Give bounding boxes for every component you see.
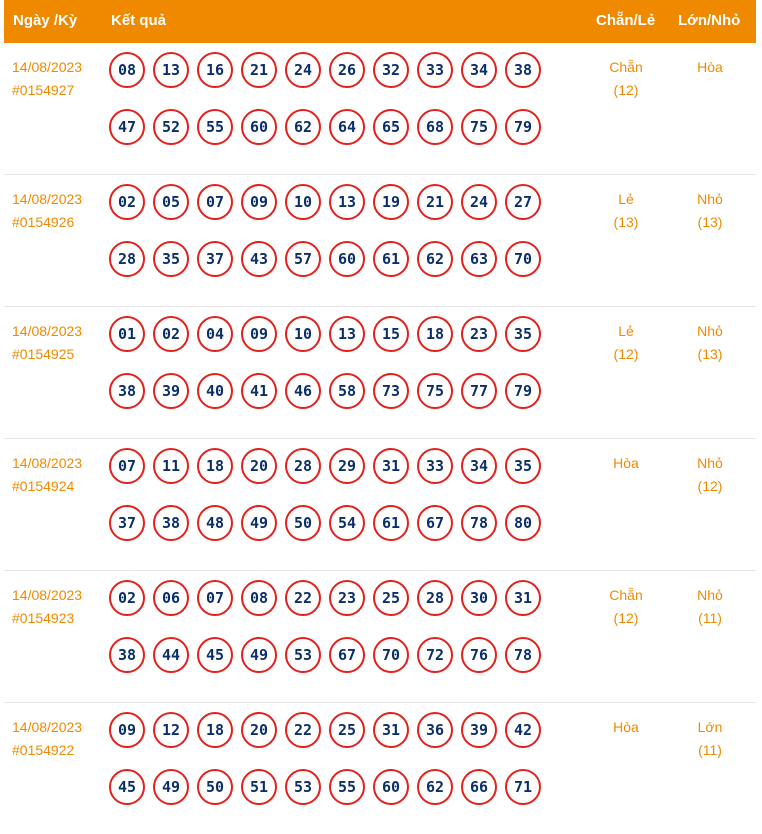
draw-id: #0154924 bbox=[12, 478, 75, 494]
even-odd-count: (12) bbox=[613, 346, 639, 362]
even-odd-cell bbox=[591, 56, 661, 102]
even-odd-cell bbox=[591, 716, 661, 739]
number-ball: 22 bbox=[285, 712, 321, 748]
number-ball: 52 bbox=[153, 109, 189, 145]
number-ball: 10 bbox=[285, 316, 321, 352]
number-ball: 18 bbox=[197, 448, 233, 484]
number-ball: 35 bbox=[505, 448, 541, 484]
number-ball: 35 bbox=[505, 316, 541, 352]
number-ball: 78 bbox=[505, 637, 541, 673]
number-ball: 75 bbox=[417, 373, 453, 409]
draw-id: #0154923 bbox=[12, 610, 75, 626]
number-ball: 71 bbox=[505, 769, 541, 805]
number-ball: 79 bbox=[505, 373, 541, 409]
number-ball: 42 bbox=[505, 712, 541, 748]
draw-date: 14/08/2023 bbox=[12, 59, 83, 75]
number-ball: 31 bbox=[505, 580, 541, 616]
table-row bbox=[4, 703, 756, 834]
number-ball: 19 bbox=[373, 184, 409, 220]
draw-date: 14/08/2023 bbox=[12, 455, 83, 471]
draw-date-cell bbox=[12, 188, 82, 234]
number-ball: 63 bbox=[461, 241, 497, 277]
number-ball: 55 bbox=[197, 109, 233, 145]
number-ball: 51 bbox=[241, 769, 277, 805]
number-ball: 02 bbox=[153, 316, 189, 352]
number-ball: 33 bbox=[417, 448, 453, 484]
number-ball: 02 bbox=[109, 184, 145, 220]
number-row bbox=[109, 769, 559, 807]
big-small-result: Nhỏ bbox=[697, 455, 723, 471]
number-ball: 61 bbox=[373, 241, 409, 277]
number-ball: 70 bbox=[373, 637, 409, 673]
draw-id: #0154927 bbox=[12, 82, 75, 98]
number-ball: 24 bbox=[285, 52, 321, 88]
table-row bbox=[4, 439, 756, 571]
number-ball: 16 bbox=[197, 52, 233, 88]
even-odd-count: (12) bbox=[613, 82, 639, 98]
number-ball: 25 bbox=[329, 712, 365, 748]
even-odd-count: (13) bbox=[613, 214, 639, 230]
draw-date: 14/08/2023 bbox=[12, 191, 83, 207]
even-odd-cell bbox=[591, 188, 661, 234]
big-small-result: Nhỏ bbox=[697, 323, 723, 339]
number-row bbox=[109, 712, 559, 750]
number-ball: 38 bbox=[153, 505, 189, 541]
number-ball: 38 bbox=[505, 52, 541, 88]
number-ball: 26 bbox=[329, 52, 365, 88]
big-small-cell bbox=[675, 56, 745, 79]
number-ball: 70 bbox=[505, 241, 541, 277]
number-ball: 13 bbox=[329, 184, 365, 220]
number-row bbox=[109, 109, 559, 147]
number-ball: 77 bbox=[461, 373, 497, 409]
number-ball: 37 bbox=[109, 505, 145, 541]
number-row bbox=[109, 316, 559, 354]
number-ball: 27 bbox=[505, 184, 541, 220]
number-ball: 45 bbox=[197, 637, 233, 673]
header-big-small: Lớn/Nhỏ bbox=[678, 12, 741, 29]
draw-date: 14/08/2023 bbox=[12, 719, 83, 735]
even-odd-result: Lẻ bbox=[618, 323, 634, 339]
number-row bbox=[109, 373, 559, 411]
even-odd-count: (12) bbox=[613, 610, 639, 626]
result-numbers bbox=[109, 184, 559, 298]
draw-id: #0154926 bbox=[12, 214, 75, 230]
result-numbers bbox=[109, 712, 559, 826]
number-ball: 01 bbox=[109, 316, 145, 352]
number-ball: 80 bbox=[505, 505, 541, 541]
number-ball: 28 bbox=[109, 241, 145, 277]
number-ball: 55 bbox=[329, 769, 365, 805]
number-ball: 06 bbox=[153, 580, 189, 616]
number-ball: 11 bbox=[153, 448, 189, 484]
big-small-cell bbox=[675, 320, 745, 366]
number-ball: 15 bbox=[373, 316, 409, 352]
number-ball: 07 bbox=[109, 448, 145, 484]
number-row bbox=[109, 52, 559, 90]
number-ball: 34 bbox=[461, 448, 497, 484]
number-ball: 62 bbox=[417, 241, 453, 277]
draw-date-cell bbox=[12, 320, 82, 366]
number-ball: 07 bbox=[197, 184, 233, 220]
number-ball: 75 bbox=[461, 109, 497, 145]
number-ball: 60 bbox=[329, 241, 365, 277]
number-ball: 38 bbox=[109, 637, 145, 673]
number-ball: 66 bbox=[461, 769, 497, 805]
big-small-result: Nhỏ bbox=[697, 587, 723, 603]
draw-date-cell bbox=[12, 452, 82, 498]
number-ball: 24 bbox=[461, 184, 497, 220]
number-ball: 20 bbox=[241, 448, 277, 484]
number-ball: 40 bbox=[197, 373, 233, 409]
number-ball: 44 bbox=[153, 637, 189, 673]
table-row bbox=[4, 571, 756, 703]
number-ball: 28 bbox=[417, 580, 453, 616]
number-ball: 41 bbox=[241, 373, 277, 409]
number-ball: 38 bbox=[109, 373, 145, 409]
header-even-odd: Chẵn/Lẻ bbox=[596, 12, 656, 29]
number-ball: 28 bbox=[285, 448, 321, 484]
number-ball: 60 bbox=[241, 109, 277, 145]
number-ball: 57 bbox=[285, 241, 321, 277]
number-ball: 37 bbox=[197, 241, 233, 277]
draw-id: #0154922 bbox=[12, 742, 75, 758]
number-ball: 20 bbox=[241, 712, 277, 748]
number-ball: 53 bbox=[285, 637, 321, 673]
big-small-cell bbox=[675, 188, 745, 234]
number-ball: 34 bbox=[461, 52, 497, 88]
number-ball: 67 bbox=[417, 505, 453, 541]
result-numbers bbox=[109, 448, 559, 562]
number-ball: 13 bbox=[329, 316, 365, 352]
number-ball: 39 bbox=[461, 712, 497, 748]
even-odd-cell bbox=[591, 452, 661, 475]
number-ball: 48 bbox=[197, 505, 233, 541]
result-numbers bbox=[109, 316, 559, 430]
number-ball: 10 bbox=[285, 184, 321, 220]
big-small-cell bbox=[675, 584, 745, 630]
big-small-count: (13) bbox=[697, 346, 723, 362]
number-ball: 68 bbox=[417, 109, 453, 145]
result-numbers bbox=[109, 580, 559, 694]
header-date-draw: Ngày /Kỳ bbox=[13, 12, 78, 29]
number-ball: 64 bbox=[329, 109, 365, 145]
big-small-cell bbox=[675, 452, 745, 498]
number-ball: 49 bbox=[241, 637, 277, 673]
number-row bbox=[109, 184, 559, 222]
number-ball: 76 bbox=[461, 637, 497, 673]
big-small-count: (12) bbox=[697, 478, 723, 494]
number-ball: 33 bbox=[417, 52, 453, 88]
number-ball: 43 bbox=[241, 241, 277, 277]
results-table bbox=[4, 0, 756, 834]
number-ball: 49 bbox=[153, 769, 189, 805]
number-ball: 04 bbox=[197, 316, 233, 352]
even-odd-result: Chẵn bbox=[609, 59, 643, 75]
draw-date-cell bbox=[12, 584, 82, 630]
header-result: Kết quả bbox=[111, 12, 167, 29]
number-ball: 31 bbox=[373, 448, 409, 484]
number-ball: 09 bbox=[109, 712, 145, 748]
table-row bbox=[4, 43, 756, 175]
number-ball: 72 bbox=[417, 637, 453, 673]
number-ball: 46 bbox=[285, 373, 321, 409]
draw-date-cell bbox=[12, 716, 82, 762]
even-odd-cell bbox=[591, 320, 661, 366]
number-ball: 29 bbox=[329, 448, 365, 484]
number-ball: 50 bbox=[285, 505, 321, 541]
even-odd-result: Lẻ bbox=[618, 191, 634, 207]
number-ball: 47 bbox=[109, 109, 145, 145]
number-ball: 49 bbox=[241, 505, 277, 541]
number-ball: 62 bbox=[285, 109, 321, 145]
number-ball: 39 bbox=[153, 373, 189, 409]
number-ball: 09 bbox=[241, 184, 277, 220]
big-small-count: (11) bbox=[698, 610, 722, 626]
even-odd-result: Hòa bbox=[613, 455, 639, 471]
big-small-result: Lớn bbox=[697, 719, 723, 735]
number-ball: 21 bbox=[417, 184, 453, 220]
number-ball: 60 bbox=[373, 769, 409, 805]
number-row bbox=[109, 448, 559, 486]
draw-date: 14/08/2023 bbox=[12, 587, 83, 603]
draw-date-cell bbox=[12, 56, 82, 102]
number-ball: 62 bbox=[417, 769, 453, 805]
number-ball: 50 bbox=[197, 769, 233, 805]
number-ball: 18 bbox=[197, 712, 233, 748]
even-odd-result: Hòa bbox=[613, 719, 639, 735]
draw-id: #0154925 bbox=[12, 346, 75, 362]
number-ball: 08 bbox=[109, 52, 145, 88]
number-ball: 73 bbox=[373, 373, 409, 409]
number-ball: 35 bbox=[153, 241, 189, 277]
number-ball: 22 bbox=[285, 580, 321, 616]
table-header bbox=[4, 0, 756, 43]
number-ball: 02 bbox=[109, 580, 145, 616]
number-ball: 30 bbox=[461, 580, 497, 616]
number-row bbox=[109, 637, 559, 675]
number-ball: 23 bbox=[329, 580, 365, 616]
number-ball: 54 bbox=[329, 505, 365, 541]
number-ball: 32 bbox=[373, 52, 409, 88]
number-ball: 09 bbox=[241, 316, 277, 352]
big-small-count: (13) bbox=[697, 214, 723, 230]
big-small-count: (11) bbox=[698, 742, 722, 758]
number-ball: 45 bbox=[109, 769, 145, 805]
number-ball: 13 bbox=[153, 52, 189, 88]
big-small-result: Nhỏ bbox=[697, 191, 723, 207]
number-row bbox=[109, 580, 559, 618]
draw-date: 14/08/2023 bbox=[12, 323, 83, 339]
number-ball: 08 bbox=[241, 580, 277, 616]
number-row bbox=[109, 505, 559, 543]
number-ball: 53 bbox=[285, 769, 321, 805]
number-ball: 36 bbox=[417, 712, 453, 748]
even-odd-cell bbox=[591, 584, 661, 630]
number-ball: 25 bbox=[373, 580, 409, 616]
number-ball: 18 bbox=[417, 316, 453, 352]
number-ball: 78 bbox=[461, 505, 497, 541]
number-ball: 07 bbox=[197, 580, 233, 616]
number-ball: 23 bbox=[461, 316, 497, 352]
number-ball: 31 bbox=[373, 712, 409, 748]
even-odd-result: Chẵn bbox=[609, 587, 643, 603]
big-small-result: Hòa bbox=[697, 59, 723, 75]
table-row bbox=[4, 307, 756, 439]
number-ball: 67 bbox=[329, 637, 365, 673]
number-row bbox=[109, 241, 559, 279]
table-row bbox=[4, 175, 756, 307]
number-ball: 05 bbox=[153, 184, 189, 220]
number-ball: 58 bbox=[329, 373, 365, 409]
table-body bbox=[4, 43, 756, 834]
number-ball: 12 bbox=[153, 712, 189, 748]
number-ball: 65 bbox=[373, 109, 409, 145]
big-small-cell bbox=[675, 716, 745, 762]
number-ball: 21 bbox=[241, 52, 277, 88]
number-ball: 61 bbox=[373, 505, 409, 541]
number-ball: 79 bbox=[505, 109, 541, 145]
result-numbers bbox=[109, 52, 559, 166]
